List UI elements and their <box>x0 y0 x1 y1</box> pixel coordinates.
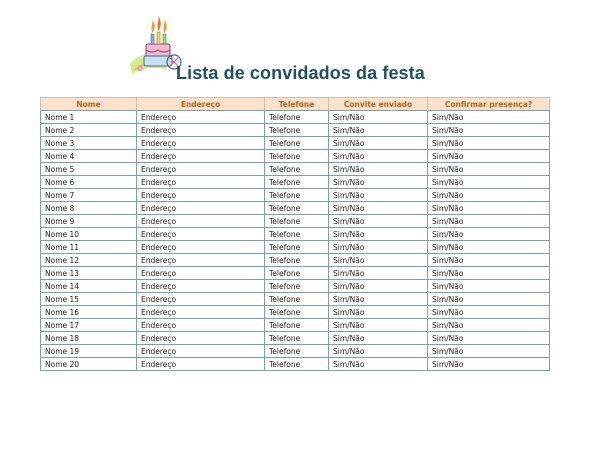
table-header-row <box>41 98 550 111</box>
cell-name: Nome 1 <box>41 111 137 124</box>
cell-rsvp: Sim/Não <box>428 306 550 319</box>
cell-phone: Telefone <box>265 150 329 163</box>
table-row <box>41 124 550 137</box>
cell-rsvp: Sim/Não <box>428 189 550 202</box>
table-row <box>41 163 550 176</box>
cell-address: Endereço <box>137 280 265 293</box>
cell-phone: Telefone <box>265 215 329 228</box>
cell-invite-sent: Sim/Não <box>329 189 428 202</box>
cell-phone: Telefone <box>265 293 329 306</box>
table-row <box>41 137 550 150</box>
cell-invite-sent: Sim/Não <box>329 332 428 345</box>
cell-name: Nome 11 <box>41 241 137 254</box>
cell-name: Nome 16 <box>41 306 137 319</box>
cell-name: Nome 18 <box>41 332 137 345</box>
cell-name: Nome 19 <box>41 345 137 358</box>
cell-rsvp: Sim/Não <box>428 345 550 358</box>
cell-rsvp: Sim/Não <box>428 319 550 332</box>
cell-invite-sent: Sim/Não <box>329 319 428 332</box>
cell-address: Endereço <box>137 189 265 202</box>
cell-phone: Telefone <box>265 189 329 202</box>
table-row <box>41 332 550 345</box>
cell-phone: Telefone <box>265 345 329 358</box>
cell-invite-sent: Sim/Não <box>329 176 428 189</box>
cell-address: Endereço <box>137 163 265 176</box>
column-header-rsvp: Confirmar presença? <box>428 98 550 111</box>
column-header-address: Endereço <box>137 98 265 111</box>
table-row <box>41 345 550 358</box>
table-row <box>41 202 550 215</box>
cell-rsvp: Sim/Não <box>428 176 550 189</box>
cell-invite-sent: Sim/Não <box>329 345 428 358</box>
cell-rsvp: Sim/Não <box>428 137 550 150</box>
table-row <box>41 319 550 332</box>
cell-address: Endereço <box>137 345 265 358</box>
cell-rsvp: Sim/Não <box>428 254 550 267</box>
cell-address: Endereço <box>137 358 265 371</box>
cell-address: Endereço <box>137 332 265 345</box>
cell-phone: Telefone <box>265 332 329 345</box>
cell-phone: Telefone <box>265 137 329 150</box>
cell-address: Endereço <box>137 267 265 280</box>
cell-invite-sent: Sim/Não <box>329 254 428 267</box>
cell-rsvp: Sim/Não <box>428 124 550 137</box>
cell-rsvp: Sim/Não <box>428 215 550 228</box>
cell-invite-sent: Sim/Não <box>329 228 428 241</box>
cell-name: Nome 4 <box>41 150 137 163</box>
table-row <box>41 215 550 228</box>
table-row <box>41 241 550 254</box>
cell-invite-sent: Sim/Não <box>329 280 428 293</box>
table-row <box>41 280 550 293</box>
table-row <box>41 228 550 241</box>
cell-invite-sent: Sim/Não <box>329 293 428 306</box>
cell-address: Endereço <box>137 176 265 189</box>
guest-rows <box>41 111 550 371</box>
cell-name: Nome 13 <box>41 267 137 280</box>
column-header-name: Nome <box>41 98 137 111</box>
cell-rsvp: Sim/Não <box>428 280 550 293</box>
cell-rsvp: Sim/Não <box>428 111 550 124</box>
cell-invite-sent: Sim/Não <box>329 267 428 280</box>
cell-address: Endereço <box>137 150 265 163</box>
cell-address: Endereço <box>137 241 265 254</box>
cell-name: Nome 7 <box>41 189 137 202</box>
cell-address: Endereço <box>137 215 265 228</box>
cell-rsvp: Sim/Não <box>428 267 550 280</box>
cell-name: Nome 20 <box>41 358 137 371</box>
cell-rsvp: Sim/Não <box>428 332 550 345</box>
cell-rsvp: Sim/Não <box>428 293 550 306</box>
cell-name: Nome 10 <box>41 228 137 241</box>
cell-invite-sent: Sim/Não <box>329 137 428 150</box>
column-header-phone: Telefone <box>265 98 329 111</box>
cell-address: Endereço <box>137 137 265 150</box>
table-row <box>41 267 550 280</box>
cell-rsvp: Sim/Não <box>428 358 550 371</box>
cell-name: Nome 12 <box>41 254 137 267</box>
cell-rsvp: Sim/Não <box>428 241 550 254</box>
cell-phone: Telefone <box>265 267 329 280</box>
cell-invite-sent: Sim/Não <box>329 241 428 254</box>
cell-phone: Telefone <box>265 228 329 241</box>
guest-list-table <box>40 97 550 371</box>
cell-invite-sent: Sim/Não <box>329 111 428 124</box>
cell-name: Nome 5 <box>41 163 137 176</box>
cell-address: Endereço <box>137 293 265 306</box>
cell-phone: Telefone <box>265 358 329 371</box>
cell-invite-sent: Sim/Não <box>329 358 428 371</box>
table-row <box>41 306 550 319</box>
cell-invite-sent: Sim/Não <box>329 163 428 176</box>
cell-phone: Telefone <box>265 254 329 267</box>
table-row <box>41 176 550 189</box>
cell-address: Endereço <box>137 124 265 137</box>
cell-phone: Telefone <box>265 176 329 189</box>
cell-invite-sent: Sim/Não <box>329 124 428 137</box>
cell-phone: Telefone <box>265 319 329 332</box>
cell-invite-sent: Sim/Não <box>329 150 428 163</box>
document-header <box>126 12 426 84</box>
cell-phone: Telefone <box>265 163 329 176</box>
cell-address: Endereço <box>137 111 265 124</box>
table-row <box>41 111 550 124</box>
cell-invite-sent: Sim/Não <box>329 215 428 228</box>
page-title: Lista de convidados da festa <box>176 63 425 83</box>
cell-address: Endereço <box>137 254 265 267</box>
cell-rsvp: Sim/Não <box>428 228 550 241</box>
cell-phone: Telefone <box>265 241 329 254</box>
cell-address: Endereço <box>137 228 265 241</box>
table-row <box>41 293 550 306</box>
cell-invite-sent: Sim/Não <box>329 306 428 319</box>
cell-rsvp: Sim/Não <box>428 202 550 215</box>
cell-name: Nome 15 <box>41 293 137 306</box>
table-row <box>41 150 550 163</box>
column-header-invite-sent: Convite enviado <box>329 98 428 111</box>
table-row <box>41 189 550 202</box>
cell-name: Nome 17 <box>41 319 137 332</box>
cell-phone: Telefone <box>265 124 329 137</box>
cell-rsvp: Sim/Não <box>428 163 550 176</box>
cell-name: Nome 14 <box>41 280 137 293</box>
cell-address: Endereço <box>137 306 265 319</box>
cell-name: Nome 3 <box>41 137 137 150</box>
cell-name: Nome 8 <box>41 202 137 215</box>
cell-phone: Telefone <box>265 280 329 293</box>
cell-phone: Telefone <box>265 111 329 124</box>
cell-phone: Telefone <box>265 306 329 319</box>
cell-name: Nome 6 <box>41 176 137 189</box>
cell-address: Endereço <box>137 319 265 332</box>
cell-address: Endereço <box>137 202 265 215</box>
cell-name: Nome 2 <box>41 124 137 137</box>
table-row <box>41 358 550 371</box>
cell-name: Nome 9 <box>41 215 137 228</box>
cell-rsvp: Sim/Não <box>428 150 550 163</box>
cell-invite-sent: Sim/Não <box>329 202 428 215</box>
cell-phone: Telefone <box>265 202 329 215</box>
table-row <box>41 254 550 267</box>
